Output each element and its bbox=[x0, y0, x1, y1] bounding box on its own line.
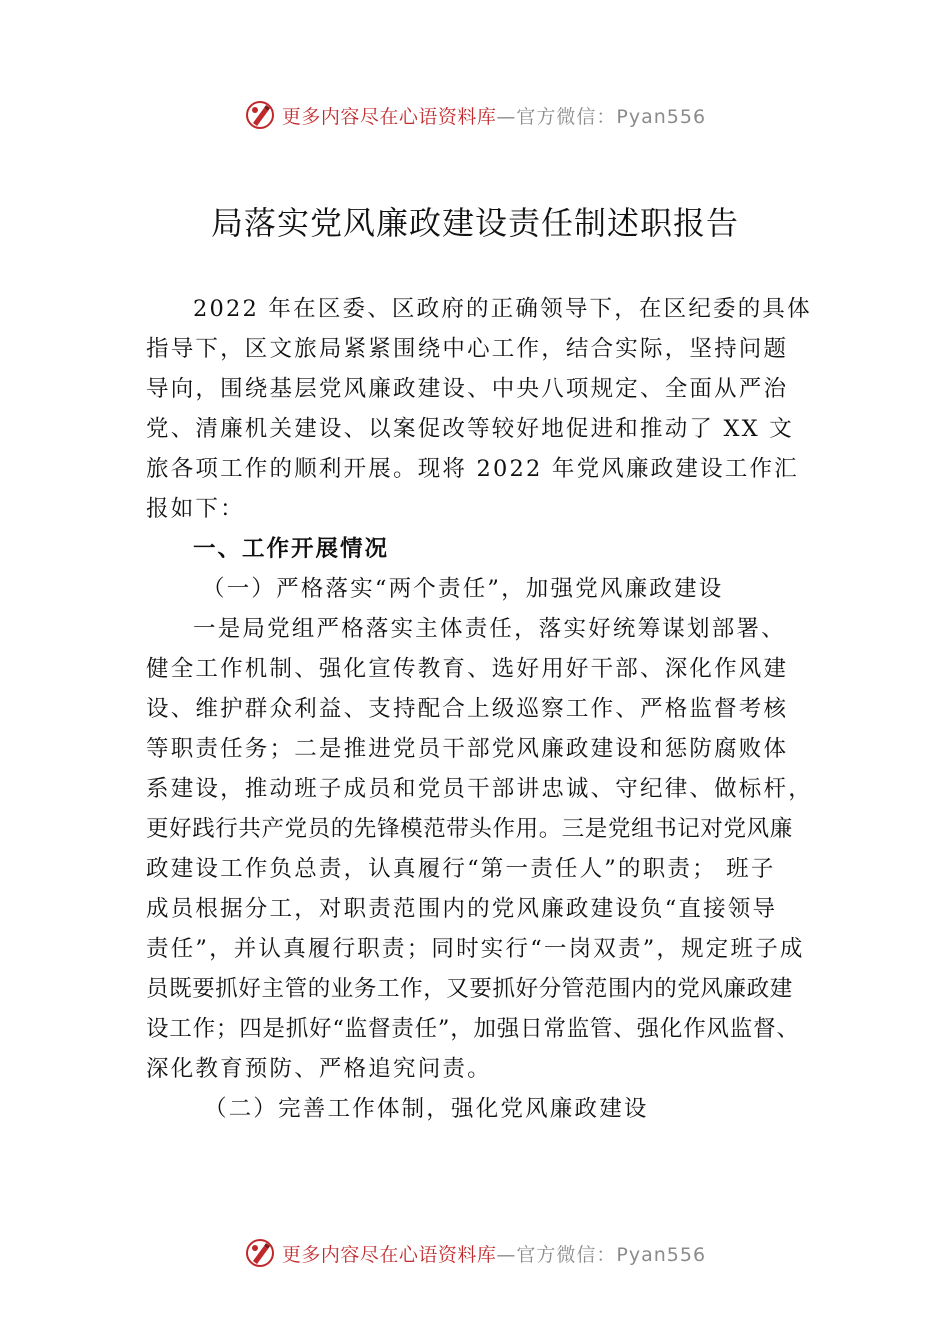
watermark-grey-text: —官方微信：Pyan556 bbox=[496, 1243, 707, 1266]
paragraph-line: 健全工作机制、强化宣传教育、选好用好干部、深化作风建 bbox=[146, 656, 789, 682]
paragraph-line: 员既要抓好主管的业务工作，又要抓好分管范围内的党风廉政建 bbox=[146, 976, 793, 1002]
paragraph-line: 设、维护群众利益、支持配合上级巡察工作、严格监督考核 bbox=[146, 696, 789, 722]
watermark-banner-bottom bbox=[0, 1233, 950, 1273]
pen-seal-logo-icon bbox=[244, 1237, 276, 1269]
paragraph-line: 成员根据分工，对职责范围内的党风廉政建设负“直接领导 bbox=[146, 896, 778, 922]
paragraph-line: 导向，围绕基层党风廉政建设、中央八项规定、全面从严治 bbox=[146, 376, 789, 402]
paragraph-line: 一是局党组严格落实主体责任，落实好统筹谋划部署、 bbox=[193, 616, 786, 642]
paragraph-line: 设工作；四是抓好“监督责任”，加强日常监管、强化作风监督、 bbox=[146, 1016, 800, 1042]
paragraph-line: 2022 年在区委、区政府的正确领导下，在区纪委的具体 bbox=[193, 296, 812, 322]
paragraph-line: 系建设，推动班子成员和党员干部讲忠诚、守纪律、做标杆， bbox=[146, 776, 813, 802]
paragraph-line: 责任”，并认真履行职责；同时实行“一岗双责”，规定班子成 bbox=[146, 936, 805, 962]
section-heading: 一、工作开展情况 bbox=[193, 536, 390, 562]
paragraph-line: 更好践行共产党员的先锋模范带头作用。三是党组书记对党风廉 bbox=[146, 816, 793, 842]
watermark-red-text: 更多内容尽在心语资料库 bbox=[281, 1243, 497, 1266]
paragraph-line: 党、清廉机关建设、以案促改等较好地促进和推动了 XX 文 bbox=[146, 416, 794, 442]
watermark-red-text: 更多内容尽在心语资料库 bbox=[281, 105, 497, 128]
paragraph-line: 指导下，区文旅局紧紧围绕中心工作，结合实际，坚持问题 bbox=[146, 336, 789, 362]
pen-seal-logo-icon bbox=[244, 99, 276, 131]
subsection-heading: （二）完善工作体制，强化党风廉政建设 bbox=[204, 1096, 649, 1122]
paragraph-line: 旅各项工作的顺利开展。现将 2022 年党风廉政建设工作汇 bbox=[146, 456, 799, 482]
paragraph-line: 等职责任务；二是推进党员干部党风廉政建设和惩防腐败体 bbox=[146, 736, 789, 762]
document-body bbox=[146, 289, 836, 1129]
paragraph-line: 深化教育预防、严格追究问责。 bbox=[146, 1056, 492, 1082]
watermark-grey-text: —官方微信：Pyan556 bbox=[496, 105, 707, 128]
paragraph-line: 政建设工作负总责，认真履行“第一责任人”的职责； 班子 bbox=[146, 856, 776, 882]
subsection-heading: （一）严格落实“两个责任”，加强党风廉政建设 bbox=[202, 576, 724, 602]
document-title: 局落实党风廉政建设责任制述职报告 bbox=[210, 204, 739, 242]
paragraph-line: 报如下： bbox=[146, 496, 245, 522]
watermark-banner-top bbox=[0, 95, 950, 135]
